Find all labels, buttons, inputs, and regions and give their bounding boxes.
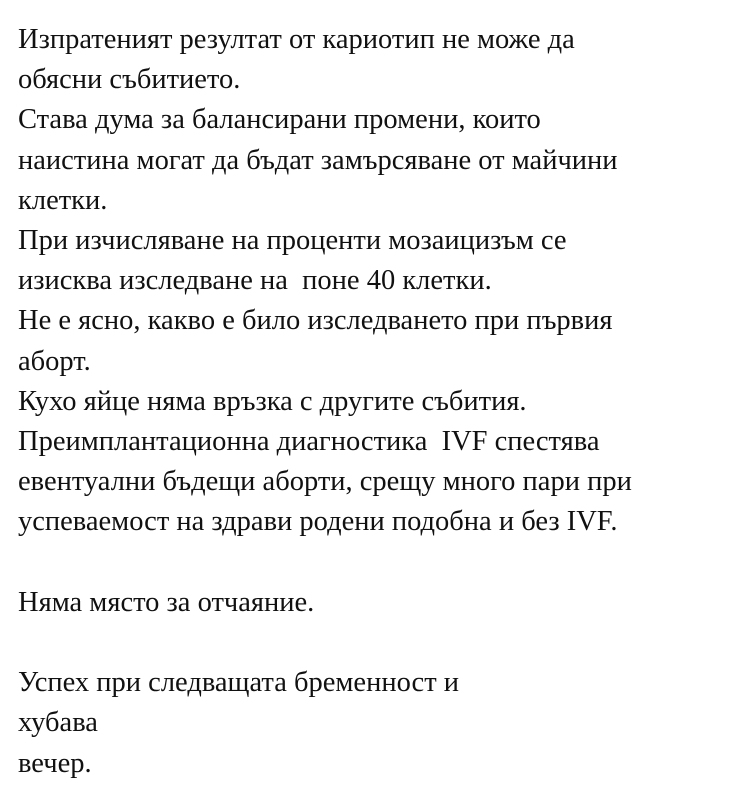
text-line: аборт. xyxy=(18,345,91,377)
text-line: Преимплантационна диагностика IVF спестява xyxy=(18,426,600,458)
text-line: вечер. xyxy=(18,747,92,779)
blank-line xyxy=(18,623,738,663)
text-line: успеваемост на здрави родени подобна и без IVF. xyxy=(18,506,618,538)
text-line: хубава xyxy=(18,707,98,739)
text-line: Става дума за балансирани промени, които xyxy=(18,104,541,136)
message-text xyxy=(18,20,738,784)
text-line: евентуални бъдещи аборти, срещу много пари при xyxy=(18,466,632,498)
blank-line xyxy=(18,543,738,583)
text-line: изисква изследване на поне 40 клетки. xyxy=(18,265,492,297)
text-line: Кухо яйце няма връзка с другите събития. xyxy=(18,385,527,417)
text-line: Няма място за отчаяние. xyxy=(18,586,315,618)
text-line: наистина могат да бъдат замърсяване от майчини xyxy=(18,144,618,176)
text-line: клетки. xyxy=(18,184,108,216)
text-line: При изчисляване на проценти мозаицизъм се xyxy=(18,225,567,257)
text-line: Успех при следващата бременност и xyxy=(18,667,460,699)
text-line: Не е ясно, какво е било изследването при първия xyxy=(18,305,613,337)
text-line: обясни събитието. xyxy=(18,64,241,96)
text-line: Изпратеният резултат от кариотип не може да xyxy=(18,24,575,55)
